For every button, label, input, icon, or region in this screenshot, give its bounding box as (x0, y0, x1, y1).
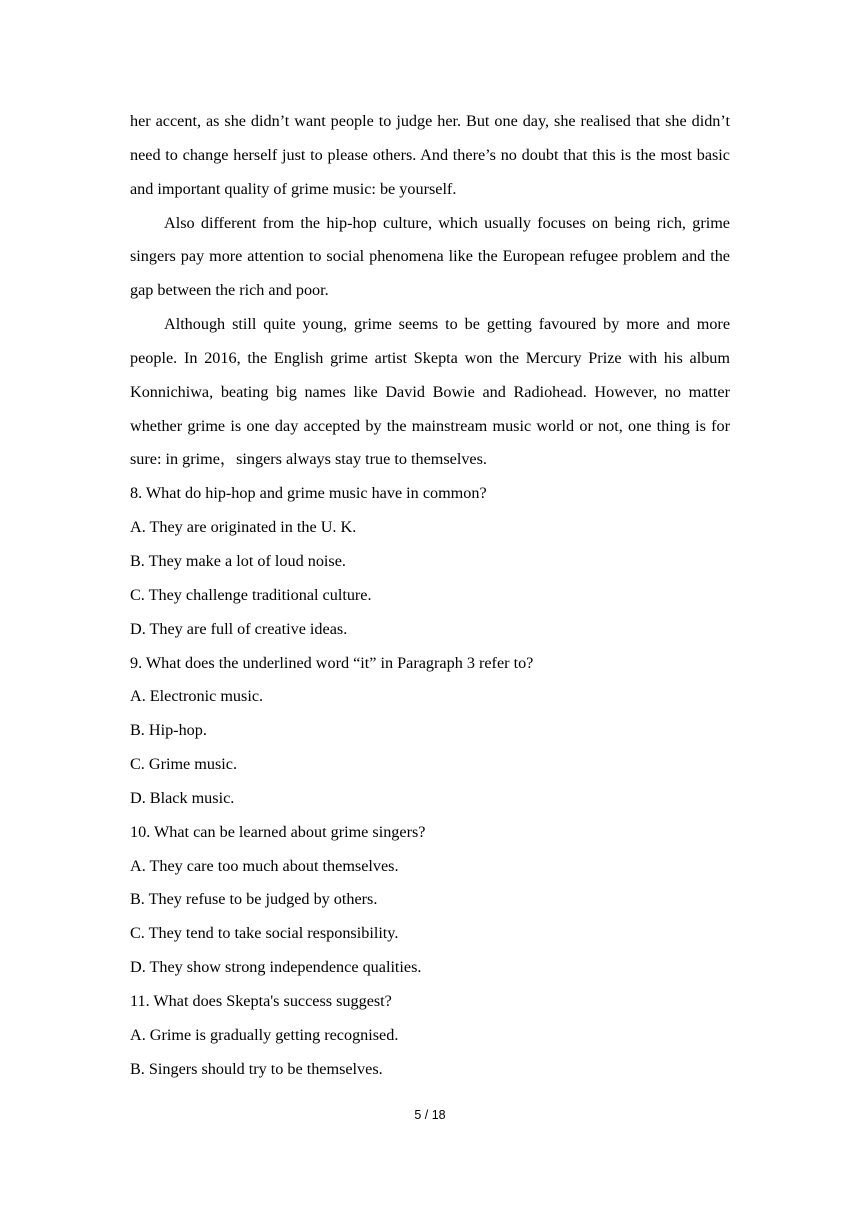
answer-option-a: A. They are originated in the U. K. (130, 518, 357, 537)
answer-option-b: B. They make a lot of loud noise. (130, 551, 346, 570)
answer-option-d: D. They are full of creative ideas. (130, 619, 348, 638)
question-stem: 11. What does Skepta's success suggest? (130, 991, 392, 1010)
question-stem: 10. What can be learned about grime singers? (130, 822, 426, 841)
answer-option-a: A. They care too much about themselves. (130, 856, 399, 875)
answer-option-d: D. Black music. (130, 788, 235, 807)
answer-option-a: A. Grime is gradually getting recognised. (130, 1025, 399, 1044)
answer-option-b: B. Hip-hop. (130, 721, 207, 740)
passage-paragraph-continued: her accent, as she didn’t want people to judge her. But one day, she realised that she didn’t need to change herself just to please others. And there’s no doubt that this is the most basic and important quality of grime music: be yourself. (130, 112, 730, 198)
document-page (130, 105, 730, 1086)
answer-option-b: B. Singers should try to be themselves. (130, 1059, 383, 1078)
question-8 (130, 477, 730, 646)
answer-option-a: A. Electronic music. (130, 687, 264, 706)
passage-paragraph-skepta: Although still quite young, grime seems to be getting favoured by more and more people. In 2016, the English grime artist Skepta won the Mercury Prize with his album Konnichiwa, beating big names like David Bowie and Radiohead. However, no matter whether grime is one day accepted by the mainstream music world or not, one thing is for sure: in grime，singers always stay true to themselves. (130, 315, 730, 469)
question-stem: 9. What does the underlined word “it” in Paragraph 3 refer to? (130, 653, 534, 672)
question-9 (130, 647, 730, 816)
answer-option-b: B. They refuse to be judged by others. (130, 890, 378, 909)
page-number: 5 / 18 (414, 1108, 446, 1122)
question-stem: 8. What do hip-hop and grime music have in common? (130, 484, 487, 503)
answer-option-d: D. They show strong independence qualities. (130, 958, 422, 977)
answer-option-c: C. They challenge traditional culture. (130, 585, 372, 604)
answer-option-c: C. They tend to take social responsibility. (130, 924, 399, 943)
question-10 (130, 816, 730, 985)
question-11 (130, 985, 730, 1087)
passage-paragraph-hip-hop-comparison: Also different from the hip-hop culture, which usually focuses on being rich, grime singers pay more attention to social phenomena like the European refugee problem and the gap between the rich and poor. (130, 213, 730, 300)
answer-option-c: C. Grime music. (130, 755, 238, 774)
